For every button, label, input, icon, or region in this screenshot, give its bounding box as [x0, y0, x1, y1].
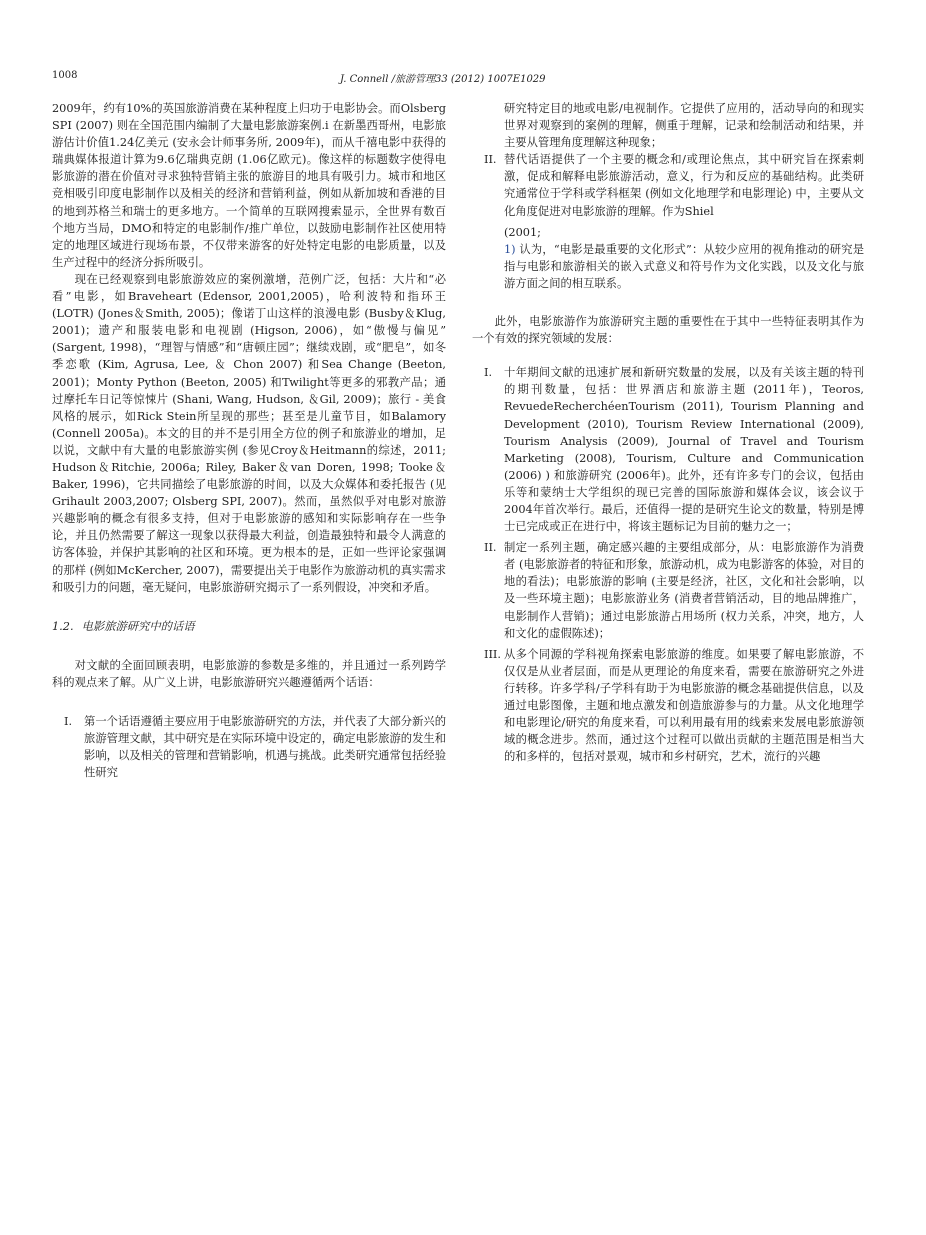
list-item-text: 制定一系列主题，确定感兴趣的主要组成部分，从：电影旅游作为消费者 (电影旅游者的特征和形象，旅游动机，成为电影游客的体验，对目的地的看法)；电影旅游的影响 (主要是经济，社区，文化和社会影响，以及一些环境主题)；电影旅游业务 (消费者营销活动，目的地品牌推广，电影制作人营销)；通过电影旅游占用场所 (权力关系，冲突，地方，人和文化的虚假陈述)；	[504, 541, 864, 640]
paragraph: 2009年，约有10%的英国旅游消费在某种程度上归功于电影协会。而Olsberg SPI (2007) 则在全国范围内编制了大量电影旅游案例.i 在新墨西哥州，电影旅游估计价值1.24亿美元 (安永会计师事务所, 2009年)，而从千禧电影中获得的瑞典媒体报道计算为9.6亿瑞典克朗 (1.06亿欧元)。像这样的标题数字使得电影旅游的潜在价值对寻求独特营销主张的旅游目的地具有吸引力。城市和地区竞相吸引印度电影制作以及相关的经济和营销利益，例如从新加坡和香港的目的地到苏格兰和瑞士的更多地方。一个简单的互联网搜索显示，全世界有数百个地方当局，DMO和特定的电影制作/推广单位，以鼓励电影制作社区使用特定的地理区域进行现场布景，不仅带来游客的好处特定电影的电影质量，以及生产过程中的经济分拆所吸引。	[52, 102, 446, 269]
list-item-text: 十年期间文献的迅速扩展和新研究数量的发展，以及有关该主题的特刊的期刊数量，包括：世界酒店和旅游主题 (2011年)，Teoros, RevuedeRecherchéenTourism (2011), Tourism Planning and Development (2010), Tourism Review International (2009), Tourism Analysis (2009), Journal of Travel and Tourism Marketing (2008), Tourism, Culture and Communication (2006) ) 和旅游研究 (2006年)。此外，还有许多专门的会议，包括由乐等和蒙纳士大学组织的现已完善的国际旅游和媒体会议，该会议于2004年首次举行。最后，还值得一提的是研究生论文的数量，特别是博士已完成或正在进行中，将该主题标记为目前的魅力之一；	[504, 366, 864, 534]
page-header	[52, 70, 866, 86]
list-marker: II.	[484, 153, 497, 167]
list-item	[472, 539, 864, 642]
list-marker: III.	[484, 647, 501, 661]
list-item	[52, 713, 446, 781]
section-heading	[52, 618, 446, 635]
list-item	[472, 151, 864, 219]
list-marker: I.	[64, 715, 73, 728]
quote-paragraph	[472, 241, 864, 292]
page-number: 1008	[52, 70, 78, 81]
discourse-list-continued	[472, 151, 864, 219]
citation-line: (2001;	[504, 225, 541, 239]
discourse-list	[52, 713, 446, 781]
paragraph: 此外，电影旅游作为旅游研究主题的重要性在于其中一些特征表明其作为一个有效的探究领域的发展：	[472, 315, 864, 346]
list-item	[472, 364, 864, 535]
list-item-text: 替代话语提供了一个主要的概念和/或理论焦点，其中研究旨在探索刺激，促成和解释电影旅游活动，意义，行为和反应的基础结构。此类研究通常位于学科或学科框架 (例如文化地理学和电影理论) 中，主要从文化角度促进对电影旅游的理解。作为Shiel	[504, 153, 864, 218]
quote-number: 1)	[504, 242, 516, 256]
paragraph: 现在已经观察到电影旅游效应的案例激增，范例广泛，包括：大片和“必看”电影，如Braveheart (Edensor, 2001,2005)，哈利波特和指环王 (LOTR) (Jones＆Smith, 2005)；像诺丁山这样的浪漫电影 (Busby＆Klug, 2001)；遗产和服装电影和电视剧 (Higson, 2006)，如“傲慢与偏见” (Sargent, 1998)，“理智与情感”和“唐顿庄园”；继续戏剧，或“肥皂”，如冬季恋歌 (Kim, Agrusa, Lee, ＆ Chon 2007) 和Sea Change (Beeton, 2001)；Monty Python (Beeton, 2005) 和Twilight等更多的邪教产品；通过摩托车日记等惊悚片 (Shani, Wang, Hudson, ＆Gil, 2009)；旅行 - 美食风格的展示，如Rick Stein所呈现的那些；甚至是儿童节目，如Balamory (Connell 2005a)。本文的目的并不是引用全方位的例子和旅游业的增加，足以说，文献中有大量的电影旅游实例 (参见Croy＆Heitmann的综述，2011; Hudson＆Ritchie, 2006a; Riley, Baker＆van Doren, 1998; Tooke＆Baker, 1996)，它共同描绘了电影旅游的时间，以及大众媒体和委托报告 (见Grihault 2003,2007; Olsberg SPI, 2007)。然而，虽然似乎对电影对旅游兴趣影响的概念有很多支持，但对于电影旅游的感知和实际影响存在一些争论，并且仍然需要了解这一现象以获得最大利益，创造最独特和最令人满意的访客体验，并保护其影响的社区和环境。更为根本的是，正如一些评论家强调的那样 (例如McKercher, 2007)，需要提出关于电影作为旅游动机的真实需求和吸引力的问题，毫无疑问，电影旅游研究揭示了一系列假设，冲突和矛盾。	[52, 272, 446, 594]
list-item-text: 从多个同源的学科视角探索电影旅游的维度。如果要了解电影旅游，不仅仅是从业者层面，而是从更理论的角度来看，需要在旅游研究之外进行转移。许多学科/子学科有助于为电影旅游的概念基础提供信息，以及通过电影图像，主题和地点激发和创造旅游参与的力量。从文化地理学和电影理论/研究的角度来看，可以利用最有用的线索来发展电影旅游领域的概念进步。然而，通过这个过程可以做出贡献的主题范围是相当大的和多样的，包括对景观，城市和乡村研究，艺术，流行的兴趣	[504, 647, 864, 764]
section-number: 1.2.	[52, 619, 74, 633]
right-column	[472, 100, 864, 769]
features-list	[472, 364, 864, 765]
running-title: J. Connell /旅游管理33 (2012) 1007E1029	[340, 74, 546, 85]
list-item-text: 第一个话语遵循主要应用于电影旅游研究的方法，并代表了大部分新兴的旅游管理文献，其中研究是在实际环境中设定的，确定电影旅游的发生和影响，以及相关的管理和营销影响，机遇与挑战。此类研究通常包括经验性研究	[84, 715, 446, 780]
paragraph-continuation: 研究特定目的地或电影/电视制作。它提供了应用的，活动导向的和现实世界对观察到的案例的理解，侧重于理解，记录和绘制活动和结果，并主要从管理角度理解这种现象；	[504, 102, 864, 150]
quote-text: 认为，“电影是最重要的文化形式”：从较少应用的视角推动的研究是指与电影和旅游相关的嵌入式意义和符号作为文化实践，以及文化与旅游方面之间的相互联系。	[504, 242, 864, 290]
left-column	[52, 100, 446, 785]
paragraph: 对文献的全面回顾表明，电影旅游的参数是多维的，并且通过一系列跨学科的观点来了解。从广义上讲，电影旅游研究兴趣遵循两个话语：	[52, 658, 446, 689]
section-title: 电影旅游研究中的话语	[81, 619, 195, 633]
list-marker: I.	[484, 366, 493, 380]
list-marker: II.	[484, 541, 497, 555]
list-item	[472, 646, 864, 766]
